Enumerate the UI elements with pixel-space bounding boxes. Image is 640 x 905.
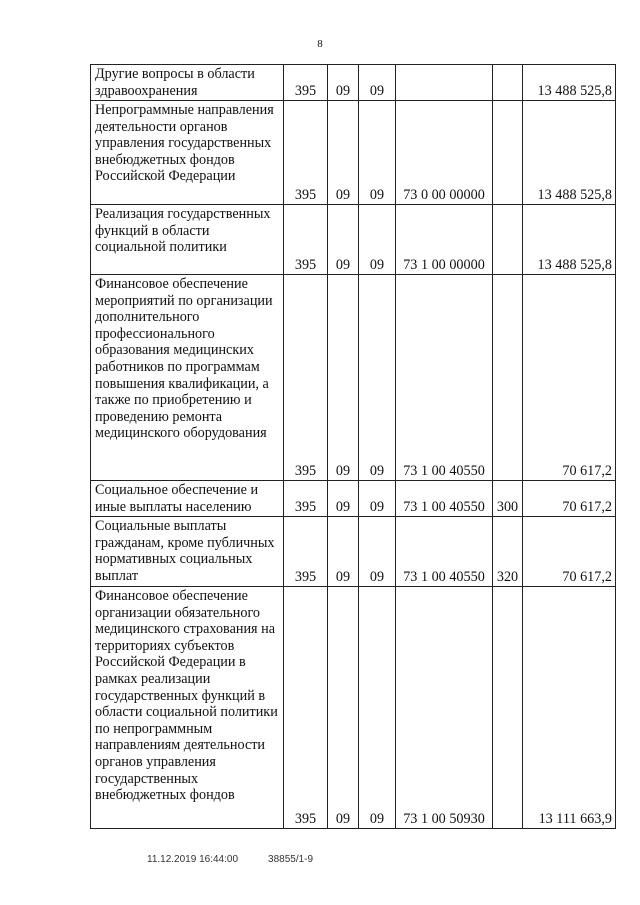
row-vr bbox=[493, 65, 523, 101]
row-vr: 320 bbox=[493, 517, 523, 587]
table-row bbox=[91, 275, 616, 481]
table-row bbox=[91, 101, 616, 205]
row-vr: 300 bbox=[493, 481, 523, 517]
row-vr bbox=[493, 275, 523, 481]
row-grbs: 395 bbox=[284, 65, 328, 101]
row-amount: 70 617,2 bbox=[523, 275, 616, 481]
row-amount: 70 617,2 bbox=[523, 481, 616, 517]
page-number: 8 bbox=[317, 38, 323, 50]
budget-table bbox=[90, 64, 616, 829]
row-csr bbox=[396, 65, 493, 101]
row-grbs: 395 bbox=[284, 481, 328, 517]
row-rz: 09 bbox=[328, 65, 359, 101]
row-vr bbox=[493, 205, 523, 275]
row-rz: 09 bbox=[328, 275, 359, 481]
row-pr: 09 bbox=[359, 65, 396, 101]
footer-doc-code: 38855/1-9 bbox=[268, 854, 314, 865]
row-csr: 73 1 00 00000 bbox=[396, 205, 493, 275]
row-rz: 09 bbox=[328, 205, 359, 275]
row-vr bbox=[493, 587, 523, 829]
row-name: Другие вопросы в области здравоохранения bbox=[91, 65, 284, 101]
row-grbs: 395 bbox=[284, 517, 328, 587]
footer-timestamp: 11.12.2019 16:44:00 bbox=[147, 854, 239, 865]
row-rz: 09 bbox=[328, 517, 359, 587]
row-amount: 13 488 525,8 bbox=[523, 205, 616, 275]
row-name: Реализация государственных функций в области социальной политики bbox=[91, 205, 284, 275]
table-row bbox=[91, 481, 616, 517]
table-row bbox=[91, 205, 616, 275]
row-amount: 13 488 525,8 bbox=[523, 101, 616, 205]
row-csr: 73 0 00 00000 bbox=[396, 101, 493, 205]
row-amount: 13 111 663,9 bbox=[523, 587, 616, 829]
row-csr: 73 1 00 40550 bbox=[396, 481, 493, 517]
row-pr: 09 bbox=[359, 481, 396, 517]
row-pr: 09 bbox=[359, 275, 396, 481]
row-rz: 09 bbox=[328, 101, 359, 205]
row-csr: 73 1 00 40550 bbox=[396, 517, 493, 587]
row-name: Финансовое обеспечение организации обязательного медицинского страхования на территориях субъектов Российской Федерации в рамках реализации государственных функций в области социальной политики по непрограммным направлениям деятельности органов управления государственных внебюджетных фондов bbox=[91, 587, 284, 829]
row-vr bbox=[493, 101, 523, 205]
row-rz: 09 bbox=[328, 481, 359, 517]
row-pr: 09 bbox=[359, 205, 396, 275]
table-row bbox=[91, 65, 616, 101]
row-amount: 70 617,2 bbox=[523, 517, 616, 587]
row-pr: 09 bbox=[359, 101, 396, 205]
table-row bbox=[91, 517, 616, 587]
row-grbs: 395 bbox=[284, 587, 328, 829]
row-name: Непрограммные направления деятельности органов управления государственных внебюджетных фондов Российской Федерации bbox=[91, 101, 284, 205]
row-grbs: 395 bbox=[284, 101, 328, 205]
row-csr: 73 1 00 50930 bbox=[396, 587, 493, 829]
row-grbs: 395 bbox=[284, 275, 328, 481]
row-name: Социальные выплаты гражданам, кроме публичных нормативных социальных выплат bbox=[91, 517, 284, 587]
document-footer bbox=[147, 854, 313, 865]
row-amount: 13 488 525,8 bbox=[523, 65, 616, 101]
row-grbs: 395 bbox=[284, 205, 328, 275]
row-rz: 09 bbox=[328, 587, 359, 829]
row-pr: 09 bbox=[359, 587, 396, 829]
row-name: Финансовое обеспечение мероприятий по организации дополнительного профессионального образования медицинских работников по программам повышения квалификации, а также по приобретению и проведению ремонта медицинского оборудования bbox=[91, 275, 284, 481]
row-csr: 73 1 00 40550 bbox=[396, 275, 493, 481]
table-row bbox=[91, 587, 616, 829]
row-name: Социальное обеспечение и иные выплаты населению bbox=[91, 481, 284, 517]
row-pr: 09 bbox=[359, 517, 396, 587]
